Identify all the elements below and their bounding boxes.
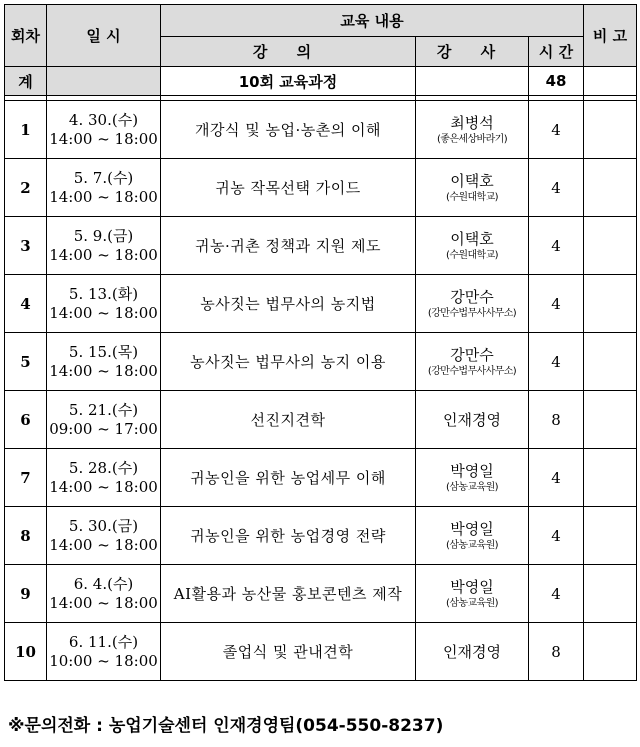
summary-row <box>5 67 637 96</box>
session-datetime <box>47 565 161 623</box>
session-remarks <box>584 275 637 333</box>
instructor-cell <box>416 507 529 565</box>
table-row <box>5 623 637 681</box>
instructor-cell <box>416 565 529 623</box>
session-hours: 8 <box>529 391 584 449</box>
header-datetime: 일 시 <box>47 5 161 67</box>
instructor-name: 강만수 <box>450 346 494 364</box>
header-round: 회차 <box>5 5 47 67</box>
instructor-cell <box>416 275 529 333</box>
lecture-title: 농사짓는 법무사의 농지 이용 <box>161 333 416 391</box>
table-row <box>5 565 637 623</box>
instructor-cell <box>416 217 529 275</box>
instructor-org: (강만수법무사사무소) <box>427 366 517 377</box>
table-row <box>5 275 637 333</box>
instructor-name: 박영일 <box>450 578 494 596</box>
contact-footer: ※문의전화 : 농업기술센터 인재경영팀(054-550-8237) <box>8 716 444 736</box>
lecture-title: 귀농인을 위한 농업경영 전략 <box>161 507 416 565</box>
instructor-name: 박영일 <box>450 462 494 480</box>
session-remarks <box>584 217 637 275</box>
table-row <box>5 217 637 275</box>
round-number: 2 <box>5 159 47 217</box>
lecture-title: 졸업식 및 관내견학 <box>161 623 416 681</box>
session-date: 5. 9.(금) <box>73 226 134 245</box>
session-datetime <box>47 623 161 681</box>
instructor-name: 인재경영 <box>443 410 501 429</box>
instructor-name: 이택호 <box>450 230 494 248</box>
session-remarks <box>584 507 637 565</box>
header-lecture: 강 의 <box>161 37 416 67</box>
session-hours: 4 <box>529 101 584 159</box>
session-time: 14:00 ~ 18:00 <box>49 187 158 206</box>
instructor-name: 박영일 <box>450 520 494 538</box>
session-remarks <box>584 623 637 681</box>
session-remarks <box>584 391 637 449</box>
session-datetime <box>47 101 161 159</box>
session-date: 5. 13.(화) <box>68 284 139 303</box>
session-hours: 4 <box>529 275 584 333</box>
summary-label: 계 <box>5 67 47 96</box>
round-number: 1 <box>5 101 47 159</box>
session-hours: 4 <box>529 507 584 565</box>
instructor-cell <box>416 333 529 391</box>
session-time: 14:00 ~ 18:00 <box>49 303 158 322</box>
session-datetime <box>47 391 161 449</box>
session-datetime <box>47 217 161 275</box>
round-number: 3 <box>5 217 47 275</box>
session-time: 14:00 ~ 18:00 <box>49 129 158 148</box>
round-number: 4 <box>5 275 47 333</box>
session-date: 5. 28.(수) <box>68 458 139 477</box>
lecture-title: 개강식 및 농업·농촌의 이해 <box>161 101 416 159</box>
lecture-title: 귀농 작목선택 가이드 <box>161 159 416 217</box>
schedule-table <box>4 4 637 681</box>
round-number: 9 <box>5 565 47 623</box>
session-datetime <box>47 507 161 565</box>
instructor-name: 인재경영 <box>443 642 501 661</box>
session-remarks <box>584 449 637 507</box>
session-time: 14:00 ~ 18:00 <box>49 593 158 612</box>
session-hours: 4 <box>529 159 584 217</box>
round-number: 6 <box>5 391 47 449</box>
lecture-title: 농사짓는 법무사의 농지법 <box>161 275 416 333</box>
table-row <box>5 507 637 565</box>
instructor-org: (강만수법무사사무소) <box>427 308 517 319</box>
header-instructor: 강 사 <box>416 37 529 67</box>
session-time: 14:00 ~ 18:00 <box>49 535 158 554</box>
session-time: 14:00 ~ 18:00 <box>49 477 158 496</box>
table-row <box>5 333 637 391</box>
session-hours: 4 <box>529 217 584 275</box>
table-row <box>5 159 637 217</box>
table-row <box>5 391 637 449</box>
instructor-name: 이택호 <box>450 172 494 190</box>
instructor-org: (좋은세상바라기) <box>436 134 508 145</box>
session-date: 6. 11.(수) <box>68 632 139 651</box>
session-hours: 4 <box>529 565 584 623</box>
instructor-org: (수원대학교) <box>446 192 498 203</box>
session-remarks <box>584 101 637 159</box>
summary-instructor-blank <box>416 67 529 96</box>
session-datetime <box>47 159 161 217</box>
session-date: 5. 30.(금) <box>68 516 139 535</box>
summary-remarks-blank <box>584 67 637 96</box>
instructor-cell <box>416 391 529 449</box>
round-number: 5 <box>5 333 47 391</box>
session-remarks <box>584 565 637 623</box>
summary-title: 10회 교육과정 <box>161 67 416 96</box>
round-number: 8 <box>5 507 47 565</box>
session-remarks <box>584 333 637 391</box>
lecture-title: 선진지견학 <box>161 391 416 449</box>
session-hours: 4 <box>529 449 584 507</box>
session-date: 5. 7.(수) <box>73 168 134 187</box>
table-row <box>5 101 637 159</box>
session-hours: 8 <box>529 623 584 681</box>
instructor-cell <box>416 623 529 681</box>
summary-hours: 48 <box>529 67 584 96</box>
session-date: 6. 4.(수) <box>73 574 134 593</box>
header-remarks: 비 고 <box>584 5 637 67</box>
instructor-org: (삼농교육원) <box>446 540 498 551</box>
session-time: 14:00 ~ 18:00 <box>49 245 158 264</box>
instructor-org: (삼농교육원) <box>446 482 498 493</box>
session-date: 5. 15.(목) <box>68 342 139 361</box>
header-hours: 시 간 <box>529 37 584 67</box>
summary-blank <box>47 67 161 96</box>
session-time: 09:00 ~ 17:00 <box>49 419 158 438</box>
instructor-org: (수원대학교) <box>446 250 498 261</box>
session-time: 14:00 ~ 18:00 <box>49 361 158 380</box>
session-datetime <box>47 275 161 333</box>
header-row-1 <box>5 5 637 37</box>
header-content: 교육 내용 <box>161 5 584 37</box>
table-row <box>5 449 637 507</box>
lecture-title: 귀농·귀촌 정책과 지원 제도 <box>161 217 416 275</box>
session-remarks <box>584 159 637 217</box>
instructor-org: (삼농교육원) <box>446 598 498 609</box>
instructor-cell <box>416 159 529 217</box>
instructor-name: 강만수 <box>450 288 494 306</box>
lecture-title: AI활용과 농산물 홍보콘텐츠 제작 <box>161 565 416 623</box>
session-time: 10:00 ~ 18:00 <box>49 651 158 670</box>
round-number: 7 <box>5 449 47 507</box>
instructor-name: 최병석 <box>450 114 494 132</box>
session-datetime <box>47 333 161 391</box>
session-date: 4. 30.(수) <box>68 110 139 129</box>
session-datetime <box>47 449 161 507</box>
session-date: 5. 21.(수) <box>68 400 139 419</box>
round-number: 10 <box>5 623 47 681</box>
lecture-title: 귀농인을 위한 농업세무 이해 <box>161 449 416 507</box>
session-hours: 4 <box>529 333 584 391</box>
instructor-cell <box>416 101 529 159</box>
instructor-cell <box>416 449 529 507</box>
